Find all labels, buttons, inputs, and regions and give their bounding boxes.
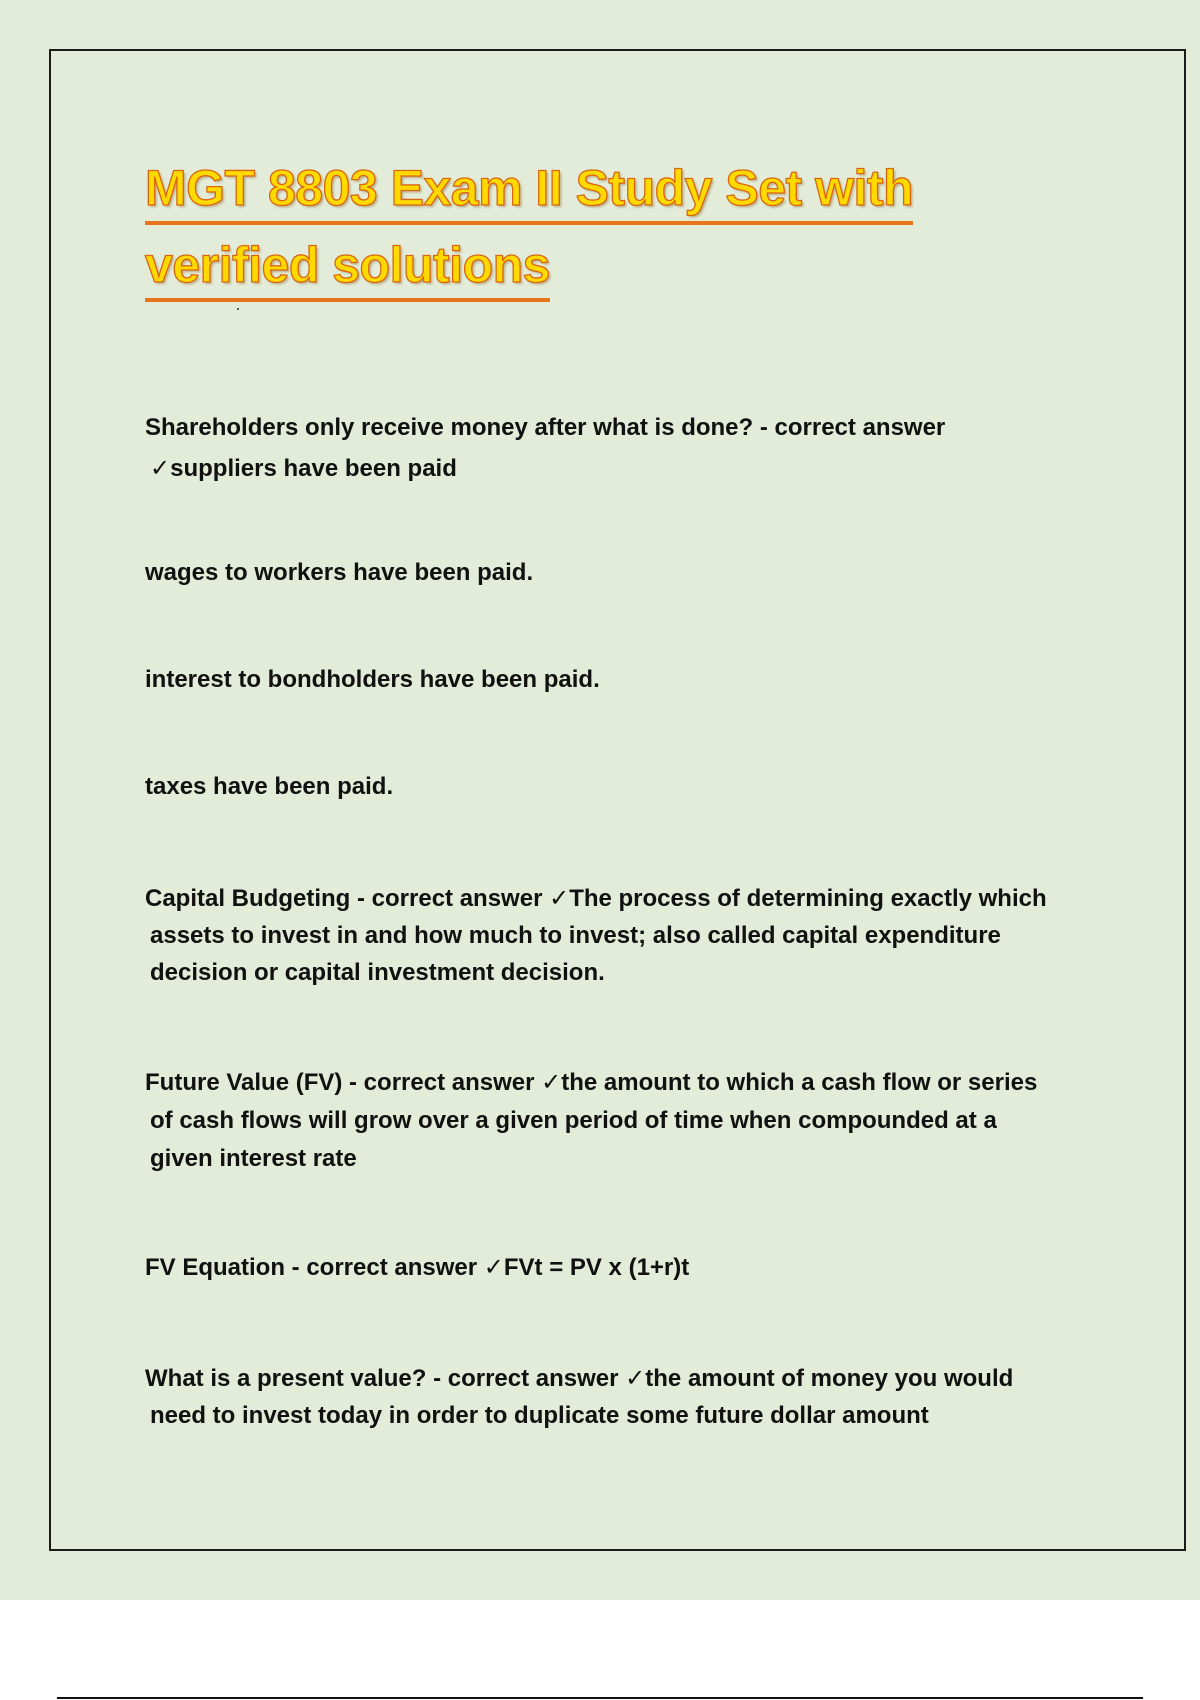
question-answer-line bbox=[145, 1249, 1090, 1286]
question-answer-line bbox=[145, 1063, 1090, 1102]
answer-continuation: given interest rate bbox=[150, 1145, 357, 1172]
qa-item-wages bbox=[145, 555, 1090, 591]
document-title bbox=[145, 150, 1045, 304]
qa-item-capital-budgeting bbox=[145, 880, 1090, 991]
answer-text: suppliers have been paid bbox=[170, 455, 457, 482]
answer-continuation: need to invest today in order to duplicate some future dollar amount bbox=[150, 1402, 929, 1429]
checkmark-icon: ✓ bbox=[625, 1364, 646, 1392]
qa-item-future-value bbox=[145, 1063, 1090, 1178]
question-text: Shareholders only receive money after what is done? - correct answer bbox=[145, 414, 946, 441]
qa-item-present-value bbox=[145, 1360, 1090, 1434]
checkmark-icon: ✓ bbox=[483, 1253, 504, 1281]
answer-text: the amount to which a cash flow or series bbox=[561, 1069, 1038, 1096]
title-line-1: MGT 8803 Exam II Study Set with bbox=[145, 155, 913, 225]
statement-text: wages to workers have been paid. bbox=[145, 559, 534, 586]
answer-text: the amount of money you would bbox=[645, 1365, 1014, 1392]
answer-continuation: assets to invest in and how much to invest; also called capital expenditure bbox=[150, 922, 1001, 949]
stray-dot bbox=[237, 308, 239, 310]
statement-text: interest to bondholders have been paid. bbox=[145, 666, 600, 693]
question-text: Future Value (FV) - correct answer bbox=[145, 1069, 542, 1096]
qa-item-taxes bbox=[145, 769, 1090, 805]
question-answer-line bbox=[145, 1360, 1090, 1397]
answer-text: The process of determining exactly which bbox=[569, 885, 1047, 912]
footer-rule bbox=[57, 1697, 1143, 1699]
question-text: What is a present value? - correct answer bbox=[145, 1365, 626, 1392]
checkmark-icon: ✓ bbox=[150, 454, 171, 482]
checkmark-icon: ✓ bbox=[541, 1068, 562, 1096]
qa-item-shareholders bbox=[145, 408, 1090, 489]
answer-continuation: decision or capital investment decision. bbox=[150, 959, 605, 986]
qa-item-fv-equation bbox=[145, 1249, 1090, 1286]
question-text: Capital Budgeting - correct answer bbox=[145, 885, 550, 912]
title-line-2: verified solutions bbox=[145, 232, 550, 302]
statement-text: taxes have been paid. bbox=[145, 773, 394, 800]
qa-item-interest bbox=[145, 662, 1090, 698]
question-answer-line bbox=[145, 880, 1090, 917]
checkmark-icon: ✓ bbox=[549, 884, 570, 912]
answer-line bbox=[145, 448, 1090, 489]
answer-continuation: of cash flows will grow over a given period of time when compounded at a bbox=[150, 1107, 997, 1134]
question-text: FV Equation - correct answer bbox=[145, 1254, 484, 1281]
answer-text: FVt = PV x (1+r)t bbox=[503, 1254, 690, 1281]
